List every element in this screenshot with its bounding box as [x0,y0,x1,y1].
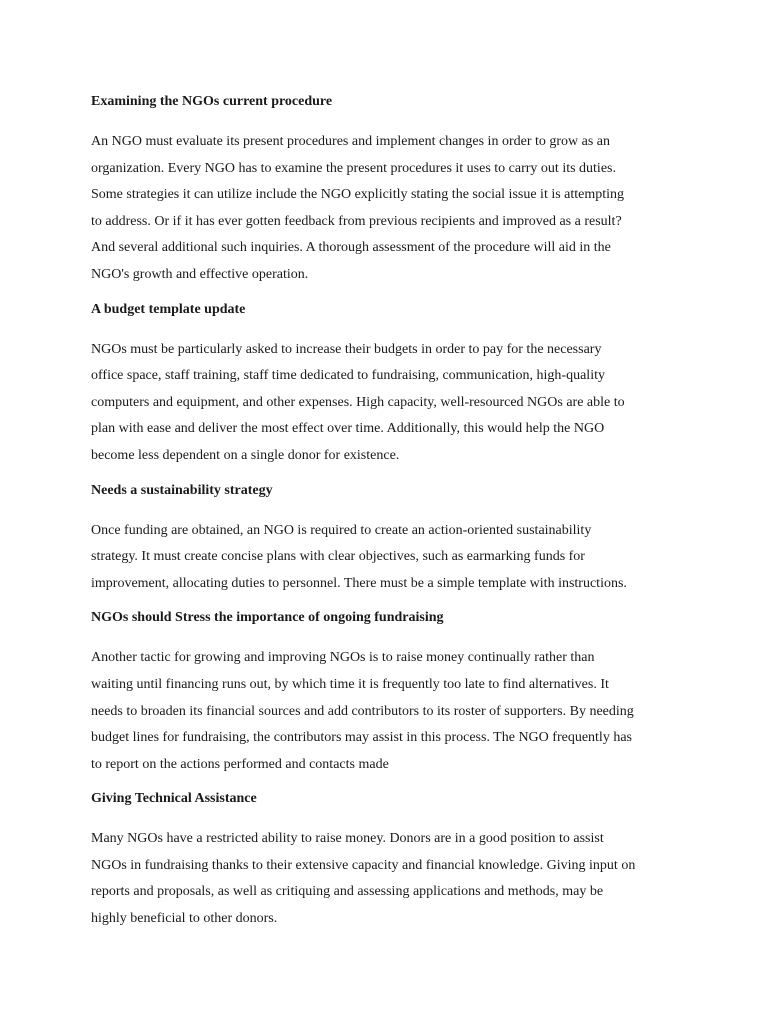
paragraph-line: waiting until financing runs out, by which time it is frequently too late to find alternatives. It [91,676,609,692]
paragraph-line: reports and proposals, as well as critiquing and assessing applications and methods, may be [91,884,604,900]
paragraph-line: Once funding are obtained, an NGO is required to create an action-oriented sustainability [91,522,592,538]
section-paragraph [91,645,691,778]
document-page [91,92,691,944]
paragraph-line: Another tactic for growing and improving NGOs is to raise money continually rather than [91,650,595,666]
section-sustainability-strategy [91,481,691,598]
section-paragraph [91,518,691,598]
paragraph-line: improvement, allocating duties to personnel. There must be a simple template with instructions. [91,575,627,591]
paragraph-line: NGO's growth and effective operation. [91,266,309,282]
section-current-procedure [91,92,691,289]
paragraph-line: to report on the actions performed and contacts made [91,756,389,772]
section-budget-template [91,300,691,470]
paragraph-line: NGOs in fundraising thanks to their extensive capacity and financial knowledge. Giving input on [91,857,636,873]
paragraph-line: Many NGOs have a restricted ability to raise money. Donors are in a good position to assist [91,831,604,847]
paragraph-line: strategy. It must create concise plans with clear objectives, such as earmarking funds for [91,549,585,565]
paragraph-line: become less dependent on a single donor for existence. [91,447,400,463]
paragraph-line: organization. Every NGO has to examine the present procedures it uses to carry out its duties. [91,160,616,176]
paragraph-line: And several additional such inquiries. A thorough assessment of the procedure will aid in the [91,240,611,256]
section-heading: NGOs should Stress the importance of ongoing fundraising [91,610,444,626]
paragraph-line: An NGO must evaluate its present procedures and implement changes in order to grow as an [91,134,611,149]
section-heading: A budget template update [91,301,246,317]
paragraph-line: to address. Or if it has ever gotten feedback from previous recipients and improved as a result? [91,213,622,229]
section-ongoing-fundraising [91,608,691,778]
paragraph-line: office space, staff training, staff time dedicated to fundraising, communication, high-quality [91,368,605,384]
section-paragraph [91,129,691,289]
paragraph-line: plan with ease and deliver the most effect over time. Additionally, this would help the NGO [91,421,605,437]
paragraph-line: highly beneficial to other donors. [91,911,278,927]
section-paragraph [91,826,691,932]
section-heading: Needs a sustainability strategy [91,482,273,498]
section-heading: Examining the NGOs current procedure [91,94,333,109]
section-paragraph [91,337,691,470]
paragraph-line: needs to broaden its financial sources and add contributors to its roster of supporters. By needing [91,703,634,719]
paragraph-line: computers and equipment, and other expenses. High capacity, well-resourced NGOs are able to [91,394,625,410]
paragraph-line: Some strategies it can utilize include the NGO explicitly stating the social issue it is attempting [91,187,625,203]
section-heading: Giving Technical Assistance [91,791,257,807]
paragraph-line: budget lines for fundraising, the contributors may assist in this process. The NGO frequently has [91,730,632,746]
paragraph-line: NGOs must be particularly asked to increase their budgets in order to pay for the necessary [91,341,602,357]
section-technical-assistance [91,789,691,932]
